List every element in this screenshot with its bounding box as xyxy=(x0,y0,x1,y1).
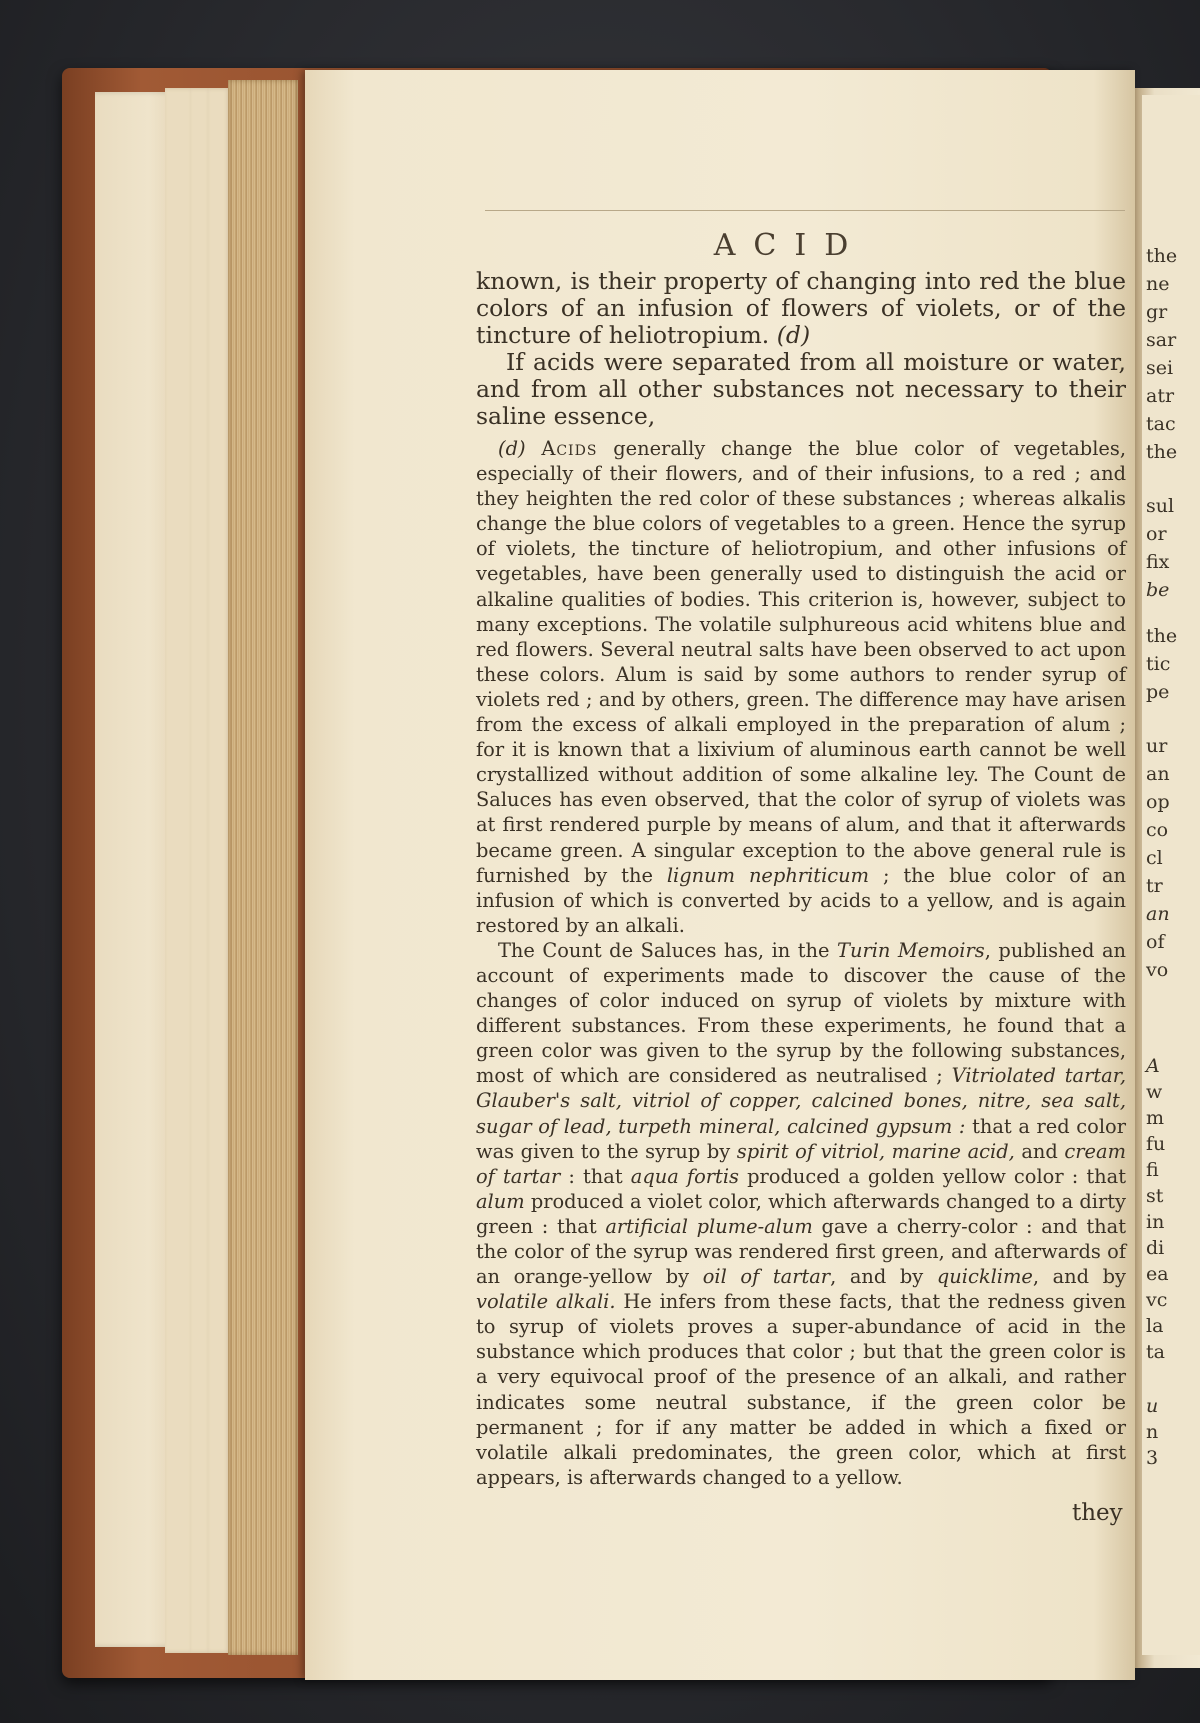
fragment-text: an xyxy=(1146,763,1170,785)
fragment-text: tac xyxy=(1146,413,1176,435)
footnote-paragraph xyxy=(476,436,1126,938)
fragment-text: atr xyxy=(1146,385,1175,407)
fragment-text: vc xyxy=(1146,1289,1168,1311)
footnote-text: He infers from these facts, that the redness given to syrup of violets proves a super-abundance of acid in the substance which produces that color ; but that the green color is a very equivocal proof of the presence of an alkali, and rather indicates some neutral substance, if the green color be permanent ; for if any matter be added in which a fixed or volatile alkali predominates, the green color, which at first appears, is afterwards changed to a yellow. xyxy=(476,1290,1126,1489)
catchword: they xyxy=(1072,1500,1123,1526)
fragment-text: pe xyxy=(1146,681,1170,703)
fragment-text: op xyxy=(1146,791,1170,813)
fragment-text: st xyxy=(1146,1185,1164,1207)
footnote-text: gave a cherry-color : and that the color of the syrup was rendered first green, and afterwards of an orange-yellow by xyxy=(476,1214,1126,1289)
footnote xyxy=(476,436,1126,1490)
fragment-text: tr xyxy=(1146,875,1163,897)
footnote-italic: Turin Memoirs xyxy=(837,938,985,962)
fragment-text: sei xyxy=(1146,357,1174,379)
footnote-italic: volatile alkali. xyxy=(476,1290,616,1314)
fragment-text: the xyxy=(1146,625,1178,647)
running-head: ACID xyxy=(713,228,867,263)
footnote-text: produced a violet color, which afterwards changed to a dirty green : that xyxy=(476,1189,1126,1238)
fragment-text: fix xyxy=(1146,551,1170,573)
fragment-text: di xyxy=(1146,1237,1165,1259)
footnote-text: produced a golden yellow color : that xyxy=(747,1164,1126,1188)
facing-page-fragment xyxy=(1142,95,1200,1655)
fragment-text: vo xyxy=(1146,959,1169,981)
note-reference: (d) xyxy=(776,321,811,349)
footnote-text: , and by xyxy=(1032,1265,1127,1289)
footnote-lead-word: Acids xyxy=(541,437,598,460)
fragment-text: of xyxy=(1146,931,1165,953)
footnote-italic: aqua fortis xyxy=(630,1164,739,1188)
footnote-text: ; the blue color of an infusion of which is converted by acids to a yellow, and is again restored by an alkali. xyxy=(476,863,1126,937)
fragment-text: co xyxy=(1146,819,1169,841)
main-text xyxy=(476,268,1126,430)
footnote-italic: spirit of vitriol, marine acid, xyxy=(736,1139,1015,1163)
paragraph-text: known, is their property of changing into red the blue colors of an infusion of flowers of violets, or of the tincture of heliotropium. xyxy=(476,267,1126,349)
fragment-text: sar xyxy=(1146,329,1177,351)
fragment-text: n xyxy=(1146,1421,1159,1443)
fragment-text: the xyxy=(1146,245,1178,267)
footnote-text: : that xyxy=(568,1164,623,1188)
footnote-text: , published an account of experiments made to discover the cause of the changes of color induced on syrup of violets by mixture with different substances. From these experiments, he found that a green color was given to the syrup by the following substances, most of which are considered as neutralised ; xyxy=(476,938,1126,1088)
fragment-text: ur xyxy=(1146,735,1168,757)
page-edges xyxy=(228,80,298,1655)
main-paragraph: If acids were separated from all moisture or water, and from all other substances not necessary to their saline essence, xyxy=(476,348,1126,430)
footnote-paragraph xyxy=(476,938,1126,1490)
header-rule xyxy=(485,210,1125,211)
fragment-text: be xyxy=(1146,579,1170,601)
fragment-text: the xyxy=(1146,441,1178,463)
footnote-italic: quicklime xyxy=(936,1265,1033,1289)
fragment-text: u xyxy=(1146,1395,1159,1417)
fragment-text: an xyxy=(1146,903,1170,925)
main-paragraph xyxy=(476,268,1126,349)
fragment-text: 3 xyxy=(1146,1447,1159,1469)
footnote-italic: oil of tartar xyxy=(702,1265,831,1289)
fragment-text: ne xyxy=(1146,273,1170,295)
footnote-text: , and by xyxy=(830,1265,924,1289)
footnote-text: generally change the blue color of vegetables, especially of their flowers, and of their infusions, to a red ; and they heighten the red color of these substances ; whereas alkalis change the blue colors of vegetables to a green. Hence the syrup of violets, the tincture of heliotropium, and other infusions of vegetables, have been generally used to distinguish the acid or alkaline qualities of bodies. This criterion is, however, subject to many exceptions. The volatile sulphureous acid whitens blue and red flowers. Several neutral salts have been observed to act upon these colors. Alum is said by some authors to render syrup of violets red ; and by others, green. The difference may have arisen from the excess of alkali employed in the preparation of alum ; for it is known that a lixivium of aluminous earth cannot be well crystallized without addition of some alkaline ley. The Count de Saluces has even observed, that the color of syrup of violets was at first rendered purple by means of alum, and that it afterwards became green. A singular exception to the above general rule is furnished by the xyxy=(476,437,1126,887)
fragment-text: ea xyxy=(1146,1263,1169,1285)
fragment-text: tic xyxy=(1146,653,1171,675)
footnote-text: The Count de Saluces has, in the xyxy=(498,938,830,962)
fragment-text: cl xyxy=(1146,847,1163,869)
footnote-italic: cream of tartar xyxy=(476,1139,1126,1188)
footnote-marker: (d) xyxy=(498,437,526,460)
fragment-text: fi xyxy=(1146,1159,1159,1181)
footnote-italic: alum xyxy=(476,1189,525,1213)
fragment-text: w xyxy=(1146,1081,1163,1103)
fragment-text: gr xyxy=(1146,301,1168,323)
fragment-text: m xyxy=(1146,1107,1165,1129)
fragment-text: fu xyxy=(1146,1133,1166,1155)
fragment-text: ta xyxy=(1146,1341,1165,1363)
footnote-text: and xyxy=(1021,1139,1058,1163)
fragment-text: A xyxy=(1146,1055,1160,1077)
fragment-text: or xyxy=(1146,523,1167,545)
fragment-text: in xyxy=(1146,1211,1165,1233)
fragment-text: la xyxy=(1146,1315,1164,1337)
footnote-italic: Vitriolated tartar, Glauber's salt, vitriol of copper, calcined bones, nitre, sea salt, sugar of lead, turpeth mineral, calcined gypsum : xyxy=(476,1064,1127,1138)
footnote-italic: lignum nephriticum xyxy=(666,863,870,887)
fragment-text: sul xyxy=(1146,495,1175,517)
footnote-text: that a red color was given to the syrup by xyxy=(476,1114,1126,1163)
footnote-italic: artificial plume-alum xyxy=(605,1214,813,1238)
